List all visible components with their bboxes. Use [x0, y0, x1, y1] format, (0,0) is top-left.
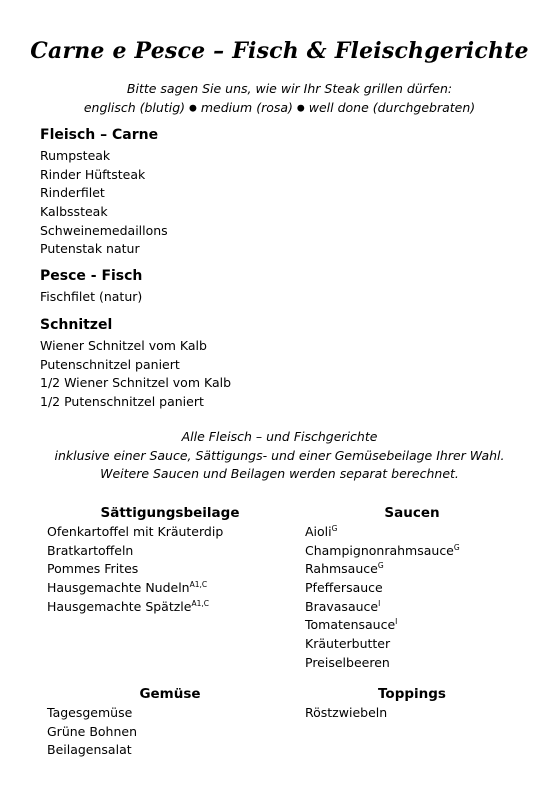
section-schnitzel: [40, 316, 231, 412]
menu-item: Rinder Hüftsteak: [40, 166, 146, 182]
item-name: Beilagensalat: [47, 742, 132, 758]
pricing-note: [0, 428, 559, 484]
note-line: inklusive einer Sauce, Sättigungs- und einer Gemüsebeilage Ihrer Wahl.: [54, 447, 505, 463]
column-gemuese: [40, 685, 300, 760]
item-name: Aioli: [305, 524, 332, 539]
item-name: Hausgemachte Nudeln: [47, 580, 190, 596]
doneness-options: [0, 100, 559, 115]
list-item: [305, 635, 519, 654]
doneness-option: englisch (blutig): [83, 100, 186, 115]
column-saettigungsbeilage: [40, 504, 300, 616]
page-title: Carne e Pesce – Fisch & Fleischgerichte: [30, 38, 529, 64]
menu-item: Putenschnitzel paniert: [40, 356, 180, 372]
section-heading: Schnitzel: [40, 317, 113, 333]
column-heading: Saucen: [384, 505, 440, 521]
item-name: Tomatensauce: [305, 617, 396, 633]
list-item: [305, 542, 519, 561]
list-item: [47, 741, 300, 760]
doneness-option: well done (durchgebraten): [308, 100, 476, 115]
list-item: [47, 560, 300, 579]
allergen-codes: A1,C: [189, 580, 208, 590]
item-name: Bratkartoffeln: [47, 542, 134, 558]
column-toppings: [305, 685, 519, 723]
allergen-codes: G: [453, 542, 460, 552]
list-item: [47, 723, 300, 742]
menu-item: Wiener Schnitzel vom Kalb: [40, 338, 207, 353]
item-name: Pommes Frites: [47, 561, 139, 577]
list-item: [47, 598, 300, 617]
section-fleisch: [40, 126, 168, 259]
item-name: Grüne Bohnen: [47, 723, 138, 739]
section-heading: Fleisch – Carne: [40, 127, 159, 143]
list-item: [305, 560, 519, 579]
column-heading: Sättigungsbeilage: [100, 505, 240, 521]
menu-item: Schweinemedaillons: [40, 222, 168, 238]
list-item: [47, 523, 300, 542]
intro-line: Bitte sagen Sie uns, wie wir Ihr Steak grillen dürfen:: [126, 81, 453, 96]
item-name: Champignonrahmsauce: [305, 542, 454, 558]
list-item: [305, 616, 519, 635]
allergen-codes: A1,C: [191, 598, 210, 608]
bullet-separator: ●: [296, 103, 305, 114]
item-name: Hausgemachte Spätzle: [47, 598, 192, 614]
item-name: Röstzwiebeln: [305, 705, 388, 720]
list-item: [305, 598, 519, 617]
allergen-codes: I: [378, 598, 381, 608]
column-heading: Toppings: [378, 686, 446, 702]
section-heading: Pesce - Fisch: [40, 268, 143, 284]
bullet-separator: ●: [189, 103, 197, 114]
list-item: [305, 654, 519, 673]
item-name: Rahmsauce: [305, 561, 378, 577]
allergen-codes: G: [377, 561, 384, 571]
column-saucen: [305, 504, 519, 673]
note-line: Weitere Saucen und Beilagen werden separat berechnet.: [100, 466, 459, 482]
list-item: [47, 704, 300, 723]
item-name: Pfeffersauce: [305, 580, 383, 596]
menu-item: Rinderfilet: [40, 185, 105, 201]
column-heading: Gemüse: [139, 686, 201, 702]
list-item: [47, 542, 300, 561]
list-item: [47, 579, 300, 598]
allergen-codes: I: [395, 617, 398, 627]
item-name: Preiselbeeren: [305, 654, 390, 670]
item-name: Tagesgemüse: [47, 705, 133, 720]
item-name: Bravasauce: [305, 598, 379, 614]
menu-item: 1/2 Putenschnitzel paniert: [40, 394, 204, 410]
menu-item: 1/2 Wiener Schnitzel vom Kalb: [40, 375, 232, 391]
list-item: [305, 523, 519, 542]
menu-item: Fischfilet (natur): [40, 289, 143, 304]
menu-item: Putenstak natur: [40, 241, 140, 257]
doneness-option: medium (rosa): [200, 100, 293, 115]
item-name: Kräuterbutter: [305, 636, 391, 652]
menu-item: Rumpsteak: [40, 148, 111, 163]
item-name: Ofenkartoffel mit Kräuterdip: [47, 524, 224, 539]
note-line: Alle Fleisch – und Fischgerichte: [181, 429, 378, 444]
menu-item: Kalbssteak: [40, 204, 108, 220]
list-item: [305, 704, 519, 723]
allergen-codes: G: [331, 524, 338, 533]
section-pesce: [40, 267, 142, 307]
list-item: [305, 579, 519, 598]
